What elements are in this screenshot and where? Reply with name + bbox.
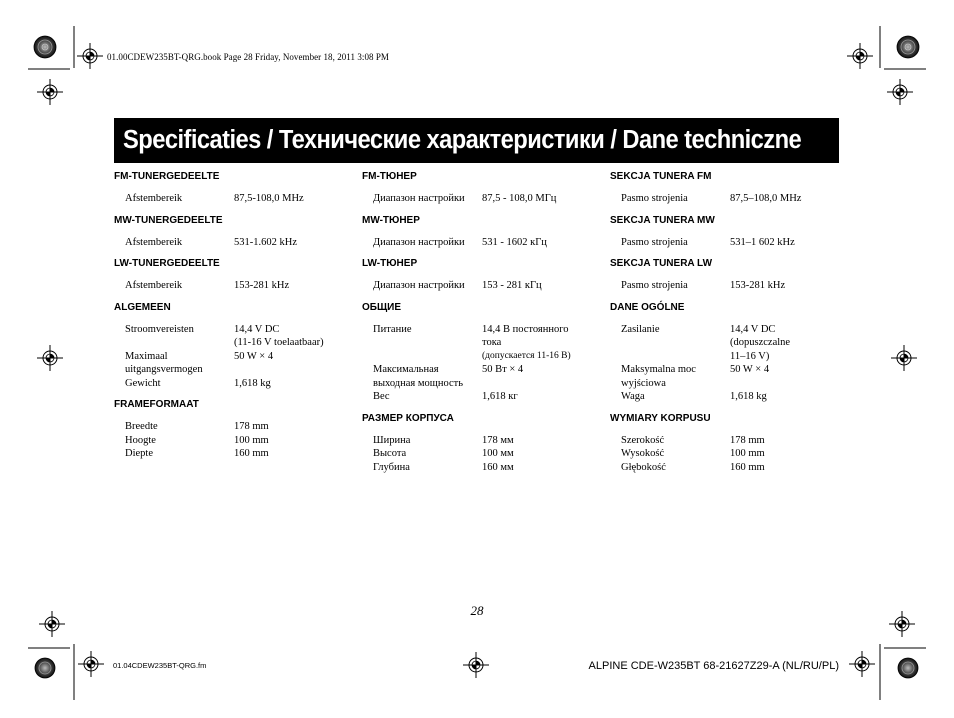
spec-label xyxy=(114,447,234,461)
spec-label-line: Высота xyxy=(373,448,407,459)
spec-value-line: 100 mm xyxy=(730,448,765,459)
model-info: ALPINE CDE-W235BT 68-21627Z29-A (NL/RU/PL) xyxy=(588,660,839,672)
spec-value-line: 14,4 В постоянного xyxy=(482,323,569,335)
section-heading: SEKCJA TUNERA LW xyxy=(610,258,713,269)
spec-label xyxy=(114,192,234,206)
spec-section xyxy=(362,215,590,250)
spec-label xyxy=(362,390,482,404)
spec-value-line: 87,5–108,0 MHz xyxy=(730,193,802,204)
spec-row xyxy=(114,420,342,434)
spec-label xyxy=(610,447,730,461)
spec-value xyxy=(482,461,590,475)
spec-section xyxy=(610,258,838,293)
spec-value xyxy=(730,434,838,448)
spec-label xyxy=(362,461,482,475)
spec-label xyxy=(362,434,482,448)
spec-label xyxy=(362,279,482,293)
spec-section xyxy=(362,171,590,206)
spec-label-line: Szerokość xyxy=(621,434,665,446)
spec-row xyxy=(610,434,838,448)
spec-value xyxy=(234,434,342,448)
spec-row xyxy=(362,461,590,475)
spec-value-line: 178 mm xyxy=(730,434,765,446)
section-heading: LW-ТЮНЕР xyxy=(362,258,418,269)
spec-section xyxy=(610,302,838,404)
spec-section xyxy=(610,215,838,250)
section-heading: MW-TUNERGEDEELTE xyxy=(114,214,223,226)
spec-row xyxy=(114,323,342,350)
spec-label-line: Głębokość xyxy=(621,461,666,473)
spec-value xyxy=(482,279,590,293)
section-heading: ОБЩИЕ xyxy=(362,301,402,313)
spec-section xyxy=(362,302,590,404)
spec-value xyxy=(234,236,342,250)
star-target-icon xyxy=(34,36,56,58)
spec-value-line: 1,618 kg xyxy=(234,377,271,389)
spec-row xyxy=(362,363,590,390)
spec-value xyxy=(482,390,590,404)
spec-row xyxy=(362,192,590,206)
spec-value-line: 14,4 V DC xyxy=(234,323,280,335)
spec-value-line: 100 мм xyxy=(482,448,514,459)
spec-value xyxy=(730,363,838,390)
page-title: Specificaties / Технические характеристики / Dane techniczne xyxy=(123,126,802,154)
spec-label-line: Pasmo strojenia xyxy=(621,280,688,291)
spec-value-line: 531-1.602 kHz xyxy=(234,236,297,248)
section-heading: SEKCJA TUNERA MW xyxy=(610,214,715,226)
spec-value-line: 160 mm xyxy=(234,448,269,459)
spec-section xyxy=(114,302,342,391)
spec-section xyxy=(114,171,342,206)
spec-label-line: Afstembereik xyxy=(125,193,183,204)
spec-value-line: 87,5 - 108,0 МГц xyxy=(482,193,557,204)
spec-label-line: выходная мощность xyxy=(373,377,464,389)
spec-label-line: Breedte xyxy=(125,421,158,432)
spec-row xyxy=(362,390,590,404)
spec-row xyxy=(610,236,838,250)
source-file-name: 01.04CDEW235BT-QRG.fm xyxy=(113,661,207,670)
spec-row xyxy=(114,377,342,391)
spec-row xyxy=(362,279,590,293)
registration-mark-icon xyxy=(849,651,875,677)
section-heading: ALGEMEEN xyxy=(114,301,171,313)
spec-row xyxy=(610,390,838,404)
spec-section xyxy=(114,215,342,250)
section-heading: FM-ТЮНЕР xyxy=(362,171,417,182)
spec-value xyxy=(482,192,590,206)
spec-value xyxy=(730,192,838,206)
registration-mark-icon xyxy=(77,43,103,69)
spec-value xyxy=(730,447,838,461)
spec-value xyxy=(730,279,838,293)
spec-value-line: 14,4 V DC xyxy=(730,323,776,335)
spec-label xyxy=(610,236,730,250)
spec-row xyxy=(114,447,342,461)
spec-label xyxy=(362,192,482,206)
spec-label-line: Maksymalna moc xyxy=(621,364,696,375)
registration-mark-icon xyxy=(847,43,873,69)
spec-value xyxy=(234,192,342,206)
spec-label-line: Вес xyxy=(373,391,390,402)
spec-value-line: 153 - 281 кГц xyxy=(482,280,542,291)
spec-label-line: uitgangsvermogen xyxy=(125,364,203,375)
spec-value xyxy=(234,350,342,377)
spec-label-line: Waga xyxy=(621,391,645,402)
spec-section xyxy=(114,258,342,293)
spec-row xyxy=(610,279,838,293)
spec-label xyxy=(114,350,234,377)
spec-row xyxy=(610,323,838,364)
spec-value xyxy=(730,236,838,250)
section-heading: LW-TUNERGEDEELTE xyxy=(114,258,220,269)
spec-label-line: Diepte xyxy=(125,448,153,459)
spec-value-line: 531 - 1602 кГц xyxy=(482,236,547,248)
spec-value xyxy=(730,390,838,404)
page-number: 28 xyxy=(470,603,484,618)
spec-label xyxy=(114,434,234,448)
spec-value xyxy=(234,323,342,350)
spec-row xyxy=(610,447,838,461)
section-heading: FM-TUNERGEDEELTE xyxy=(114,171,220,182)
spec-label xyxy=(610,363,730,390)
spec-label-line: Максимальная xyxy=(373,364,439,375)
spec-value-line: 50 Вт × 4 xyxy=(482,364,524,375)
spec-value xyxy=(234,420,342,434)
spec-label xyxy=(610,390,730,404)
spec-value-line: 100 mm xyxy=(234,434,269,446)
registration-mark-icon xyxy=(78,651,104,677)
registration-mark-icon xyxy=(891,345,917,371)
spec-value-line: 50 W × 4 xyxy=(730,364,770,375)
spec-row xyxy=(362,236,590,250)
spec-value xyxy=(482,447,590,461)
spec-value-line: 160 мм xyxy=(482,461,514,473)
spec-label xyxy=(610,192,730,206)
spec-label xyxy=(362,323,482,364)
russian-spec-column xyxy=(362,171,590,483)
spec-label xyxy=(362,363,482,390)
section-heading: SEKCJA TUNERA FM xyxy=(610,171,712,182)
section-heading: WYMIARY KORPUSU xyxy=(610,412,711,424)
spec-label-line: wyjściowa xyxy=(621,377,666,389)
spec-row xyxy=(610,192,838,206)
spec-section xyxy=(362,413,590,475)
registration-mark-icon xyxy=(889,611,915,637)
spec-label xyxy=(610,461,730,475)
spec-label-line: Диапазон настройки xyxy=(373,193,465,204)
spec-value-line: (11-16 V toelaatbaar) xyxy=(234,337,324,348)
spec-label xyxy=(114,377,234,391)
spec-value-line: (dopuszczalne xyxy=(730,337,791,348)
spec-value-line: 87,5-108,0 MHz xyxy=(234,193,304,204)
spec-label-line: Ширина xyxy=(373,434,411,446)
spec-label-line: Stroomvereisten xyxy=(125,323,194,335)
spec-label-line: Pasmo strojenia xyxy=(621,236,688,248)
spec-row xyxy=(610,363,838,390)
polish-spec-column xyxy=(610,171,838,483)
spec-value-line: 531–1 602 kHz xyxy=(730,236,795,248)
spec-value-line: 11–16 V) xyxy=(730,350,770,362)
spec-label xyxy=(114,236,234,250)
registration-mark-icon xyxy=(887,79,913,105)
spec-section xyxy=(610,413,838,475)
book-file-info: 01.00CDEW235BT-QRG.book Page 28 Friday, November 18, 2011 3:08 PM xyxy=(107,52,389,62)
spec-value xyxy=(482,363,590,390)
spec-section xyxy=(362,258,590,293)
spec-row xyxy=(114,236,342,250)
spec-label xyxy=(610,323,730,364)
section-heading: FRAMEFORMAAT xyxy=(114,399,199,410)
spec-value xyxy=(730,323,838,364)
spec-label-line: Gewicht xyxy=(125,377,161,389)
spec-value-line: 1,618 kg xyxy=(730,391,767,402)
dutch-spec-column xyxy=(114,171,342,470)
spec-label-line: Zasilanie xyxy=(621,323,660,335)
star-target-icon xyxy=(35,658,55,678)
registration-mark-icon xyxy=(37,345,63,371)
spec-label-line: Maximaal xyxy=(125,350,168,362)
spec-label xyxy=(610,434,730,448)
spec-row xyxy=(362,434,590,448)
spec-value-line: 153-281 kHz xyxy=(730,280,786,291)
spec-row xyxy=(114,350,342,377)
spec-value-line: (допускается 11-16 В) xyxy=(482,350,571,361)
spec-label xyxy=(114,420,234,434)
spec-label xyxy=(114,323,234,350)
spec-label-line: Диапазон настройки xyxy=(373,280,465,291)
spec-value xyxy=(482,323,590,364)
spec-section xyxy=(610,171,838,206)
section-heading: РАЗМЕР КОРПУСА xyxy=(362,412,454,424)
spec-row xyxy=(114,434,342,448)
spec-value-line: 178 мм xyxy=(482,434,514,446)
spec-value xyxy=(482,236,590,250)
spec-value-line: 178 mm xyxy=(234,421,269,432)
spec-value xyxy=(482,434,590,448)
spec-label-line: Afstembereik xyxy=(125,280,183,291)
spec-label-line: Глубина xyxy=(373,461,410,473)
spec-value xyxy=(234,447,342,461)
registration-mark-icon xyxy=(463,652,489,678)
spec-label-line: Pasmo strojenia xyxy=(621,193,688,204)
spec-row xyxy=(610,461,838,475)
spec-value-line: 153-281 kHz xyxy=(234,280,290,291)
spec-value xyxy=(234,377,342,391)
spec-label xyxy=(114,279,234,293)
spec-value-line: 1,618 кг xyxy=(482,391,518,402)
spec-value xyxy=(730,461,838,475)
spec-value xyxy=(234,279,342,293)
spec-value-line: 50 W × 4 xyxy=(234,350,274,362)
spec-value-line: 160 mm xyxy=(730,461,765,473)
star-target-icon xyxy=(898,658,918,678)
spec-row xyxy=(362,447,590,461)
spec-label-line: Hoogte xyxy=(125,434,156,446)
registration-mark-icon xyxy=(37,79,63,105)
spec-row xyxy=(114,192,342,206)
spec-label-line: Диапазон настройки xyxy=(373,236,465,248)
registration-mark-icon xyxy=(39,611,65,637)
spec-row xyxy=(362,323,590,364)
spec-row xyxy=(114,279,342,293)
star-target-icon xyxy=(897,36,919,58)
title-banner xyxy=(114,118,839,163)
section-heading: DANE OGÓLNE xyxy=(610,301,685,313)
spec-section xyxy=(114,399,342,461)
spec-label-line: Afstembereik xyxy=(125,236,183,248)
section-heading: MW-ТЮНЕР xyxy=(362,214,420,226)
spec-label xyxy=(362,236,482,250)
spec-label-line: Питание xyxy=(373,323,412,335)
spec-label-line: Wysokość xyxy=(621,448,665,459)
spec-label xyxy=(610,279,730,293)
spec-value-line: тока xyxy=(482,337,502,348)
spec-label xyxy=(362,447,482,461)
